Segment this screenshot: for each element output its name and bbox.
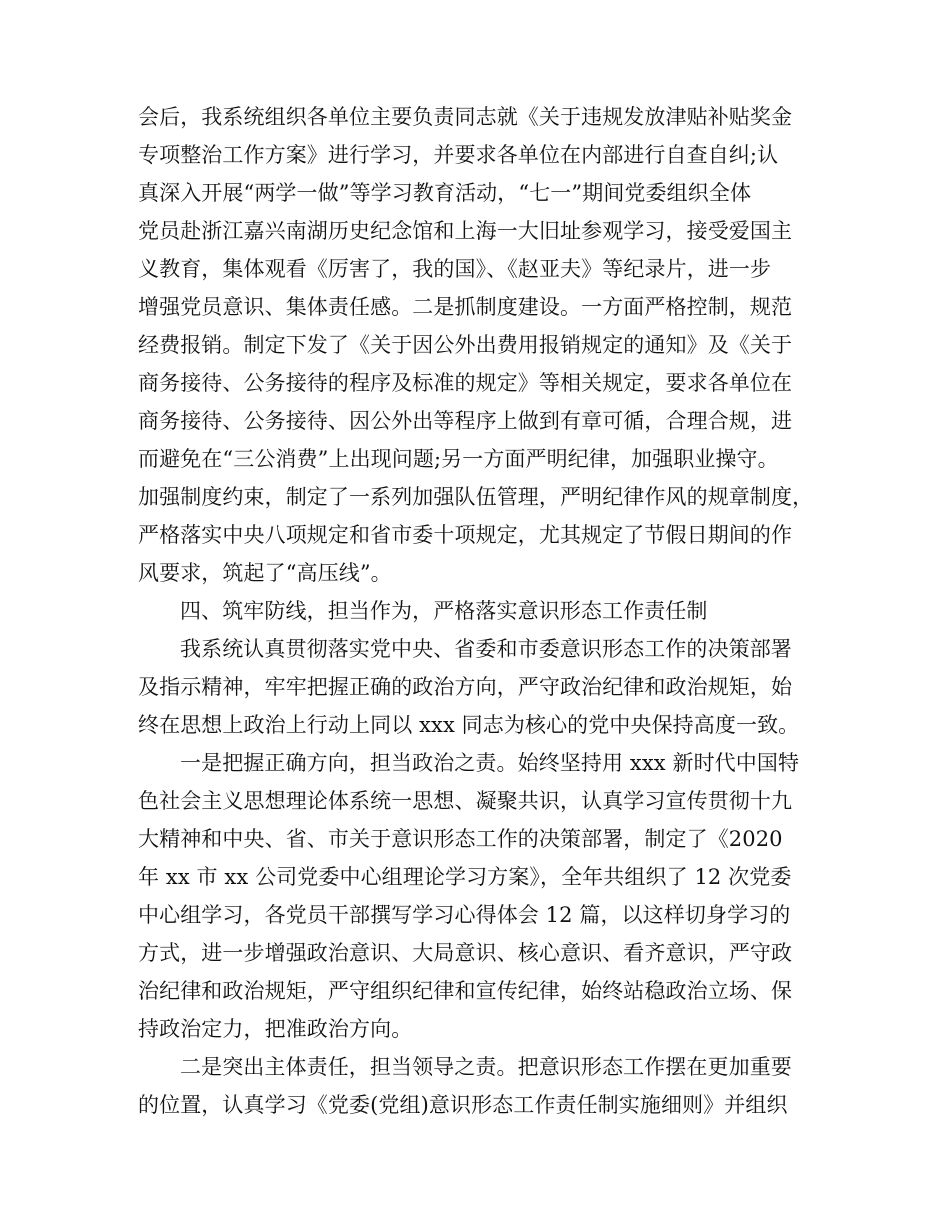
text-line: 终在思想上政治上行动上同以 xxx 同志为核心的党中央保持高度一致。 [138,713,800,737]
text-line: 大精神和中央、省、市关于意识形态工作的决策部署，制定了《2020 [138,827,783,851]
text-line: 风要求，筑起了“高压线”。 [138,561,392,585]
section-heading: 四、筑牢防线，担当作为，严格落实意识形态工作责任制 [180,599,708,623]
text-line: 一是把握正确方向，担当政治之责。始终坚持用 xxx 新时代中国特 [180,751,800,775]
text-line: 的位置，认真学习《党委(党组)意识形态工作责任制实施细则》并组织 [138,1093,788,1117]
text-line: 而避免在“三公消费”上出现问题;另一方面严明纪律，加强职业操守。 [138,447,779,471]
text-line: 年 xx 市 xx 公司党委中心组理论学习方案》，全年共组织了 12 次党委 [138,865,792,889]
text-line: 色社会主义思想理论体系统一思想、凝聚共识，认真学习宣传贯彻十九 [138,789,793,813]
text-line: 严格落实中央八项规定和省市委十项规定，尤其规定了节假日期间的作 [138,523,793,547]
text-line: 商务接待、公务接待的程序及标准的规定》等相关规定，要求各单位在 [138,371,793,395]
text-line: 会后，我系统组织各单位主要负责同志就《关于违规发放津贴补贴奖金 [138,105,793,129]
text-line: 经费报销。制定下发了《关于因公外出费用报销规定的通知》及《关于 [138,333,793,357]
text-line: 治纪律和政治规矩，严守组织纪律和宣传纪律，始终站稳政治立场、保 [138,979,793,1003]
text-line: 加强制度约束，制定了一系列加强队伍管理，严明纪律作风的规章制度， [138,485,814,509]
text-line: 专项整治工作方案》进行学习，并要求各单位在内部进行自查自纠;认 [138,143,779,167]
text-line: 二是突出主体责任，担当领导之责。把意识形态工作摆在更加重要 [180,1055,792,1079]
text-line: 及指示精神，牢牢把握正确的政治方向，严守政治纪律和政治规矩，始 [138,675,793,699]
text-line: 我系统认真贯彻落实党中央、省委和市委意识形态工作的决策部署 [180,637,792,661]
text-line: 真深入开展“两学一做”等学习教育活动，“七一”期间党委组织全体 [138,181,752,205]
text-line: 商务接待、公务接待、因公外出等程序上做到有章可循，合理合规，进 [138,409,793,433]
text-line: 增强党员意识、集体责任感。二是抓制度建设。一方面严格控制，规范 [138,295,793,319]
text-line: 义教育，集体观看《厉害了，我的国》、《赵亚夫》等纪录片，进一步 [138,257,772,281]
text-line: 方式，进一步增强政治意识、大局意识、核心意识、看齐意识，严守政 [138,941,793,965]
text-line: 党员赴浙江嘉兴南湖历史纪念馆和上海一大旧址参观学习，接受爱国主 [138,219,793,243]
text-line: 持政治定力，把准政治方向。 [138,1017,413,1041]
text-line: 中心组学习，各党员干部撰写学习心得体会 12 篇，以这样切身学习的 [138,903,791,927]
document-body [138,98,828,1124]
